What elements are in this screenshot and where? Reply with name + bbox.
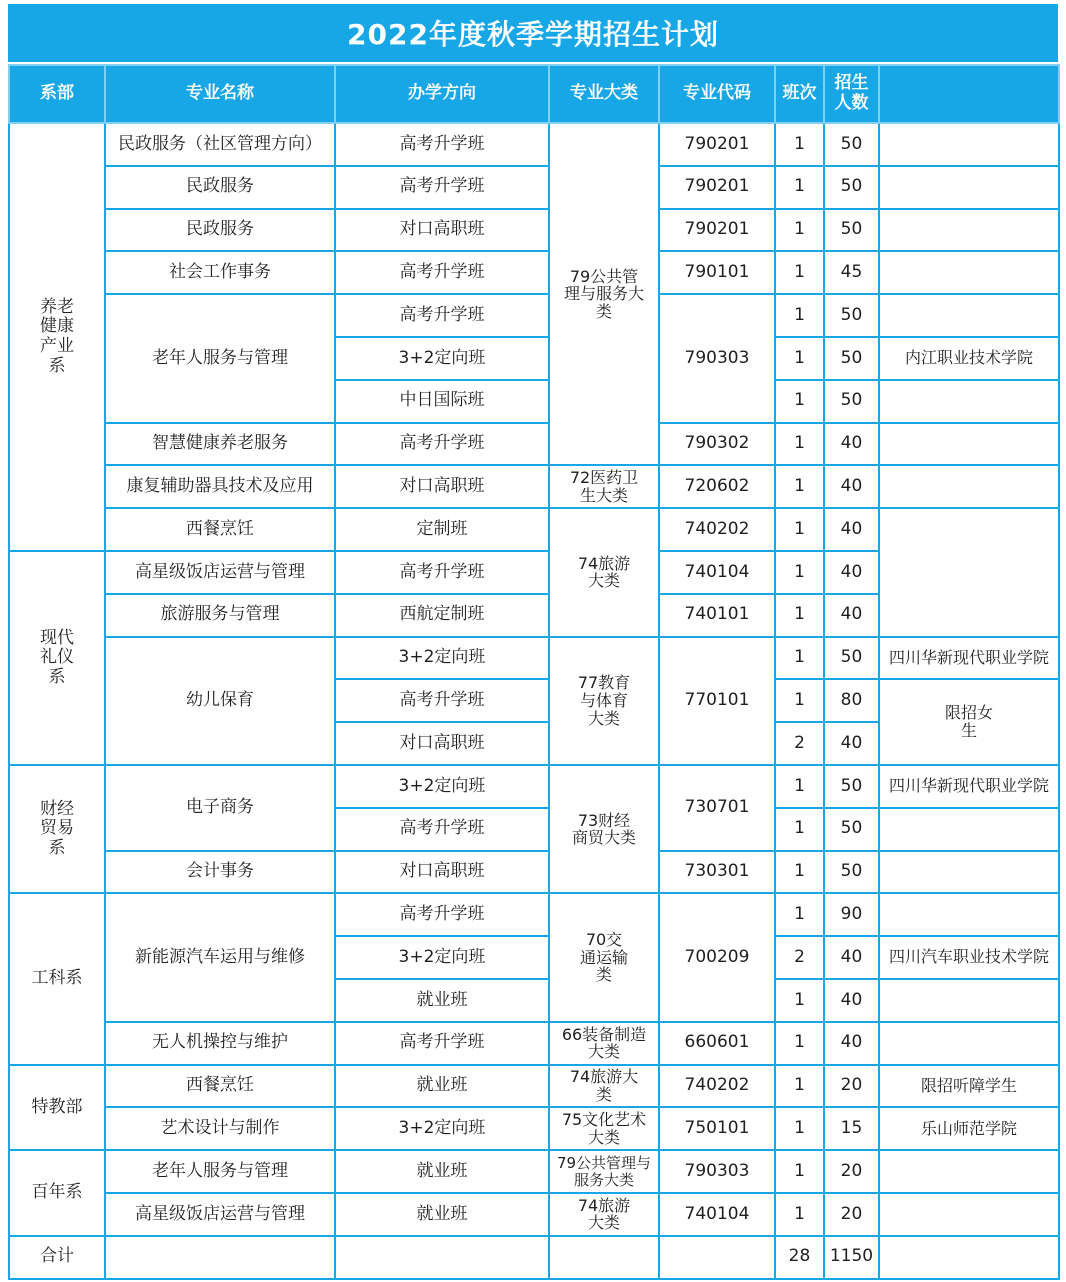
note-cell: 四川华新现代职业学院 <box>879 765 1059 808</box>
note-cell <box>879 979 1059 1022</box>
direction-cell: 3+2定向班 <box>335 936 549 979</box>
enroll-cell: 50 <box>824 294 879 337</box>
code-cell: 790302 <box>659 423 775 466</box>
direction-cell: 3+2定向班 <box>335 337 549 380</box>
enroll-cell: 50 <box>824 808 879 851</box>
enroll-cell: 20 <box>824 1065 879 1108</box>
header-category: 专业大类 <box>549 65 659 123</box>
direction-cell: 高考升学班 <box>335 1022 549 1065</box>
direction-cell: 高考升学班 <box>335 808 549 851</box>
enrollment-plan-sheet <box>8 4 1058 1280</box>
category-cell: 77教育与体育大类 <box>549 637 659 765</box>
code-cell: 790101 <box>659 251 775 294</box>
enroll-cell: 50 <box>824 209 879 252</box>
category-cell: 66装备制造大类 <box>549 1022 659 1065</box>
category-cell: 75文化艺术大类 <box>549 1107 659 1150</box>
direction-cell: 中日国际班 <box>335 380 549 423</box>
direction-cell: 就业班 <box>335 1150 549 1193</box>
classes-cell: 2 <box>775 936 824 979</box>
page-title: 2022年度秋季学期招生计划 <box>8 4 1058 62</box>
enroll-cell: 50 <box>824 380 879 423</box>
major-cell: 会计事务 <box>105 851 335 894</box>
classes-cell: 2 <box>775 722 824 765</box>
classes-cell: 1 <box>775 508 824 551</box>
direction-cell: 西航定制班 <box>335 594 549 637</box>
major-cell: 社会工作事务 <box>105 251 335 294</box>
code-cell: 790201 <box>659 166 775 209</box>
classes-cell: 1 <box>775 979 824 1022</box>
enroll-cell: 20 <box>824 1150 879 1193</box>
code-cell: 700209 <box>659 893 775 1021</box>
enroll-cell: 40 <box>824 465 879 508</box>
header-dept: 系部 <box>9 65 105 123</box>
code-cell: 750101 <box>659 1107 775 1150</box>
total-enroll: 1150 <box>824 1236 879 1279</box>
note-cell: 限招女生 <box>879 679 1059 765</box>
code-cell: 720602 <box>659 465 775 508</box>
classes-cell: 1 <box>775 423 824 466</box>
direction-cell: 高考升学班 <box>335 679 549 722</box>
enroll-cell: 50 <box>824 637 879 680</box>
major-cell: 电子商务 <box>105 765 335 851</box>
major-cell: 智慧健康养老服务 <box>105 423 335 466</box>
direction-cell: 对口高职班 <box>335 722 549 765</box>
note-cell <box>879 1193 1059 1236</box>
note-cell: 四川华新现代职业学院 <box>879 637 1059 680</box>
major-cell: 民政服务 <box>105 166 335 209</box>
category-cell: 79公共管理与服务大类 <box>549 123 659 465</box>
note-cell <box>879 1236 1059 1279</box>
classes-cell: 1 <box>775 893 824 936</box>
enroll-cell: 50 <box>824 123 879 166</box>
table-row <box>9 637 1059 680</box>
header-note <box>879 65 1059 123</box>
classes-cell: 1 <box>775 551 824 594</box>
classes-cell: 1 <box>775 380 824 423</box>
table-row <box>9 1022 1059 1065</box>
classes-cell: 1 <box>775 808 824 851</box>
note-cell <box>879 1022 1059 1065</box>
direction-cell: 对口高职班 <box>335 209 549 252</box>
major-cell: 西餐烹饪 <box>105 508 335 551</box>
total-row <box>9 1236 1059 1279</box>
table-row <box>9 1107 1059 1150</box>
classes-cell: 1 <box>775 851 824 894</box>
enroll-cell: 40 <box>824 1022 879 1065</box>
category-cell: 73财经商贸大类 <box>549 765 659 893</box>
code-cell: 740202 <box>659 508 775 551</box>
note-cell <box>879 294 1059 337</box>
enroll-cell: 50 <box>824 851 879 894</box>
enroll-cell: 90 <box>824 893 879 936</box>
enroll-cell: 40 <box>824 508 879 551</box>
note-cell <box>879 508 1059 636</box>
note-cell: 四川汽车职业技术学院 <box>879 936 1059 979</box>
enroll-cell: 50 <box>824 337 879 380</box>
table-row <box>9 423 1059 466</box>
classes-cell: 1 <box>775 337 824 380</box>
total-label: 合计 <box>9 1236 105 1279</box>
major-cell: 老年人服务与管理 <box>105 1150 335 1193</box>
major-cell: 无人机操控与维护 <box>105 1022 335 1065</box>
table-row <box>9 1065 1059 1108</box>
table-row <box>9 209 1059 252</box>
category-cell: 74旅游大类 <box>549 1065 659 1108</box>
classes-cell: 1 <box>775 1150 824 1193</box>
classes-cell: 1 <box>775 123 824 166</box>
direction-cell: 高考升学班 <box>335 423 549 466</box>
major-cell: 艺术设计与制作 <box>105 1107 335 1150</box>
classes-cell: 1 <box>775 465 824 508</box>
note-cell <box>879 209 1059 252</box>
direction-cell: 高考升学班 <box>335 251 549 294</box>
classes-cell: 1 <box>775 1065 824 1108</box>
category-cell: 70交通运输类 <box>549 893 659 1021</box>
enroll-cell: 40 <box>824 594 879 637</box>
code-cell: 740101 <box>659 594 775 637</box>
enroll-cell: 40 <box>824 979 879 1022</box>
direction-cell: 3+2定向班 <box>335 765 549 808</box>
major-cell: 西餐烹饪 <box>105 1065 335 1108</box>
direction-cell: 高考升学班 <box>335 166 549 209</box>
major-cell: 老年人服务与管理 <box>105 294 335 422</box>
table-row <box>9 294 1059 337</box>
dept-cell: 养老健康产业系 <box>9 123 105 551</box>
table-row <box>9 251 1059 294</box>
direction-cell <box>335 1236 549 1279</box>
code-cell: 660601 <box>659 1022 775 1065</box>
direction-cell: 就业班 <box>335 1193 549 1236</box>
direction-cell: 对口高职班 <box>335 465 549 508</box>
classes-cell: 1 <box>775 1107 824 1150</box>
enroll-cell: 40 <box>824 423 879 466</box>
enroll-cell: 15 <box>824 1107 879 1150</box>
dept-cell: 财经贸易系 <box>9 765 105 893</box>
code-cell: 740104 <box>659 551 775 594</box>
header-code: 专业代码 <box>659 65 775 123</box>
code-cell: 730701 <box>659 765 775 851</box>
enroll-cell: 50 <box>824 166 879 209</box>
enroll-cell: 45 <box>824 251 879 294</box>
header-major: 专业名称 <box>105 65 335 123</box>
table-row <box>9 508 1059 551</box>
dept-cell: 工科系 <box>9 893 105 1064</box>
note-cell: 乐山师范学院 <box>879 1107 1059 1150</box>
direction-cell: 3+2定向班 <box>335 1107 549 1150</box>
code-cell: 790303 <box>659 1150 775 1193</box>
note-cell <box>879 123 1059 166</box>
classes-cell: 1 <box>775 1022 824 1065</box>
direction-cell: 3+2定向班 <box>335 637 549 680</box>
dept-cell: 现代礼仪系 <box>9 551 105 765</box>
code-cell <box>659 1236 775 1279</box>
table-row <box>9 1193 1059 1236</box>
classes-cell: 1 <box>775 1193 824 1236</box>
code-cell: 770101 <box>659 637 775 765</box>
header-row <box>9 65 1059 123</box>
direction-cell: 对口高职班 <box>335 851 549 894</box>
category-cell <box>549 1236 659 1279</box>
enroll-cell: 40 <box>824 722 879 765</box>
note-cell: 限招听障学生 <box>879 1065 1059 1108</box>
classes-cell: 1 <box>775 209 824 252</box>
category-cell: 79公共管理与服务大类 <box>549 1150 659 1193</box>
enroll-cell: 80 <box>824 679 879 722</box>
classes-cell: 1 <box>775 294 824 337</box>
code-cell: 740202 <box>659 1065 775 1108</box>
classes-cell: 1 <box>775 251 824 294</box>
enroll-cell: 50 <box>824 765 879 808</box>
major-cell: 幼儿保育 <box>105 637 335 765</box>
header-direction: 办学方向 <box>335 65 549 123</box>
direction-cell: 就业班 <box>335 1065 549 1108</box>
major-cell: 民政服务（社区管理方向） <box>105 123 335 166</box>
code-cell: 790303 <box>659 294 775 422</box>
major-cell: 民政服务 <box>105 209 335 252</box>
table-row <box>9 1150 1059 1193</box>
classes-cell: 1 <box>775 594 824 637</box>
note-cell <box>879 1150 1059 1193</box>
table-row <box>9 765 1059 808</box>
table-row <box>9 166 1059 209</box>
direction-cell: 高考升学班 <box>335 123 549 166</box>
table-row <box>9 893 1059 936</box>
direction-cell: 高考升学班 <box>335 551 549 594</box>
major-cell: 高星级饭店运营与管理 <box>105 551 335 594</box>
enroll-cell: 40 <box>824 936 879 979</box>
note-cell <box>879 808 1059 851</box>
note-cell <box>879 166 1059 209</box>
header-classes: 班次 <box>775 65 824 123</box>
code-cell: 790201 <box>659 209 775 252</box>
category-cell: 74旅游大类 <box>549 508 659 636</box>
note-cell <box>879 893 1059 936</box>
note-cell <box>879 851 1059 894</box>
direction-cell: 就业班 <box>335 979 549 1022</box>
total-classes: 28 <box>775 1236 824 1279</box>
classes-cell: 1 <box>775 765 824 808</box>
category-cell: 72医药卫生大类 <box>549 465 659 508</box>
code-cell: 730301 <box>659 851 775 894</box>
classes-cell: 1 <box>775 166 824 209</box>
major-cell: 新能源汽车运用与维修 <box>105 893 335 1021</box>
table-row <box>9 123 1059 166</box>
direction-cell: 定制班 <box>335 508 549 551</box>
classes-cell: 1 <box>775 637 824 680</box>
direction-cell: 高考升学班 <box>335 294 549 337</box>
note-cell <box>879 251 1059 294</box>
classes-cell: 1 <box>775 679 824 722</box>
major-cell: 康复辅助器具技术及应用 <box>105 465 335 508</box>
major-cell: 高星级饭店运营与管理 <box>105 1193 335 1236</box>
note-cell: 内江职业技术学院 <box>879 337 1059 380</box>
direction-cell: 高考升学班 <box>335 893 549 936</box>
code-cell: 740104 <box>659 1193 775 1236</box>
enroll-cell: 20 <box>824 1193 879 1236</box>
table-row <box>9 465 1059 508</box>
note-cell <box>879 465 1059 508</box>
note-cell <box>879 423 1059 466</box>
code-cell: 790201 <box>659 123 775 166</box>
enroll-cell: 40 <box>824 551 879 594</box>
enrollment-table <box>8 64 1060 1280</box>
table-row <box>9 851 1059 894</box>
dept-cell: 百年系 <box>9 1150 105 1236</box>
major-cell <box>105 1236 335 1279</box>
category-cell: 74旅游大类 <box>549 1193 659 1236</box>
dept-cell: 特教部 <box>9 1065 105 1151</box>
header-enroll: 招生人数 <box>824 65 879 123</box>
major-cell: 旅游服务与管理 <box>105 594 335 637</box>
note-cell <box>879 380 1059 423</box>
